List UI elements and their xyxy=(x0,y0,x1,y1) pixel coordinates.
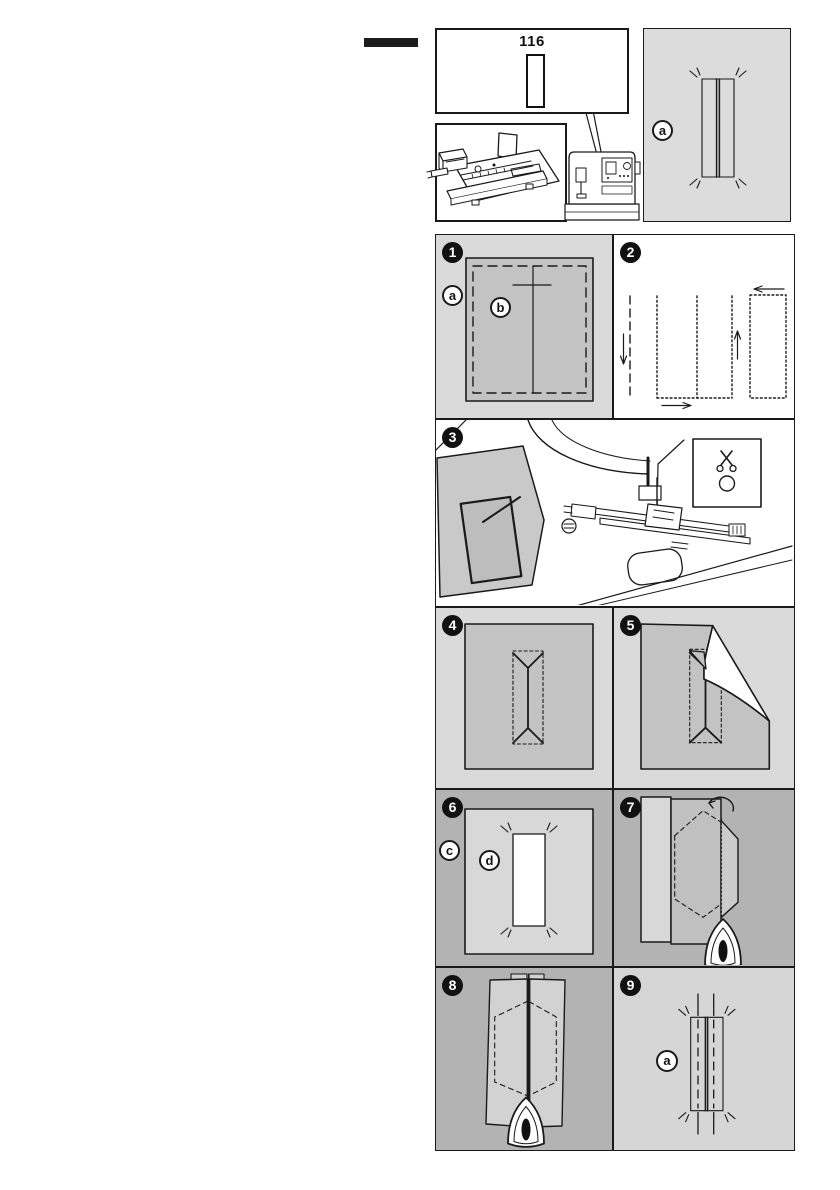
cut-inset-box xyxy=(693,439,761,507)
step-6-badge: 6 xyxy=(442,797,463,818)
welt-opening-illustration xyxy=(436,790,611,965)
step-panel-4 xyxy=(435,607,613,789)
attachment-illustration-box xyxy=(435,123,567,222)
step9-label-a: a xyxy=(656,1050,678,1072)
step1-label-b: b xyxy=(490,297,511,318)
corner-tick-marks xyxy=(690,68,746,188)
step-2-badge: 2 xyxy=(620,242,641,263)
machine-callout-art xyxy=(558,110,642,226)
stitch-number: 116 xyxy=(519,33,545,50)
arrow-up-icon xyxy=(735,331,741,359)
finished-welt-back-illustration xyxy=(614,968,793,1149)
sewing-machine-illustration xyxy=(565,152,640,220)
arrow-left-icon xyxy=(754,286,784,292)
step-panel-1 xyxy=(435,234,613,419)
section-marker-bar xyxy=(364,38,418,47)
step6-label-d: d xyxy=(479,850,500,871)
stitch-display-box xyxy=(435,28,629,114)
step-panel-7 xyxy=(613,789,795,967)
step-4-badge: 4 xyxy=(442,615,463,636)
step-8-badge: 8 xyxy=(442,975,463,996)
marked-fabric-illustration xyxy=(436,235,611,417)
step-panel-3 xyxy=(435,419,795,607)
step-panel-9 xyxy=(613,967,795,1151)
folded-corner-illustration xyxy=(614,608,793,787)
step-panel-6 xyxy=(435,789,613,967)
step-5-badge: 5 xyxy=(620,615,641,636)
pressing-fold-illustration xyxy=(614,790,793,965)
buttonhole-foot-illustration xyxy=(426,124,568,223)
stitch-pattern-swatch xyxy=(526,54,545,108)
step-7-badge: 7 xyxy=(620,797,641,818)
sewing-close-up-illustration xyxy=(436,420,793,605)
cut-buttonhole-illustration xyxy=(436,608,611,787)
step-panel-5 xyxy=(613,607,795,789)
step-9-badge: 9 xyxy=(620,975,641,996)
result-preview-panel xyxy=(643,28,791,222)
step6-label-c: c xyxy=(439,840,460,861)
pressing-open-illustration xyxy=(436,968,611,1149)
step1-label-a: a xyxy=(442,285,463,306)
step-panel-2 xyxy=(613,234,795,419)
step-1-badge: 1 xyxy=(442,242,463,263)
step-panel-8 xyxy=(435,967,613,1151)
arrow-right-icon xyxy=(662,403,691,409)
label-circle-a: a xyxy=(652,120,673,141)
stitch-path-diagram xyxy=(614,235,793,417)
arrow-down-icon xyxy=(621,334,627,364)
corner-tick-marks xyxy=(679,1006,735,1121)
step-3-badge: 3 xyxy=(442,427,463,448)
